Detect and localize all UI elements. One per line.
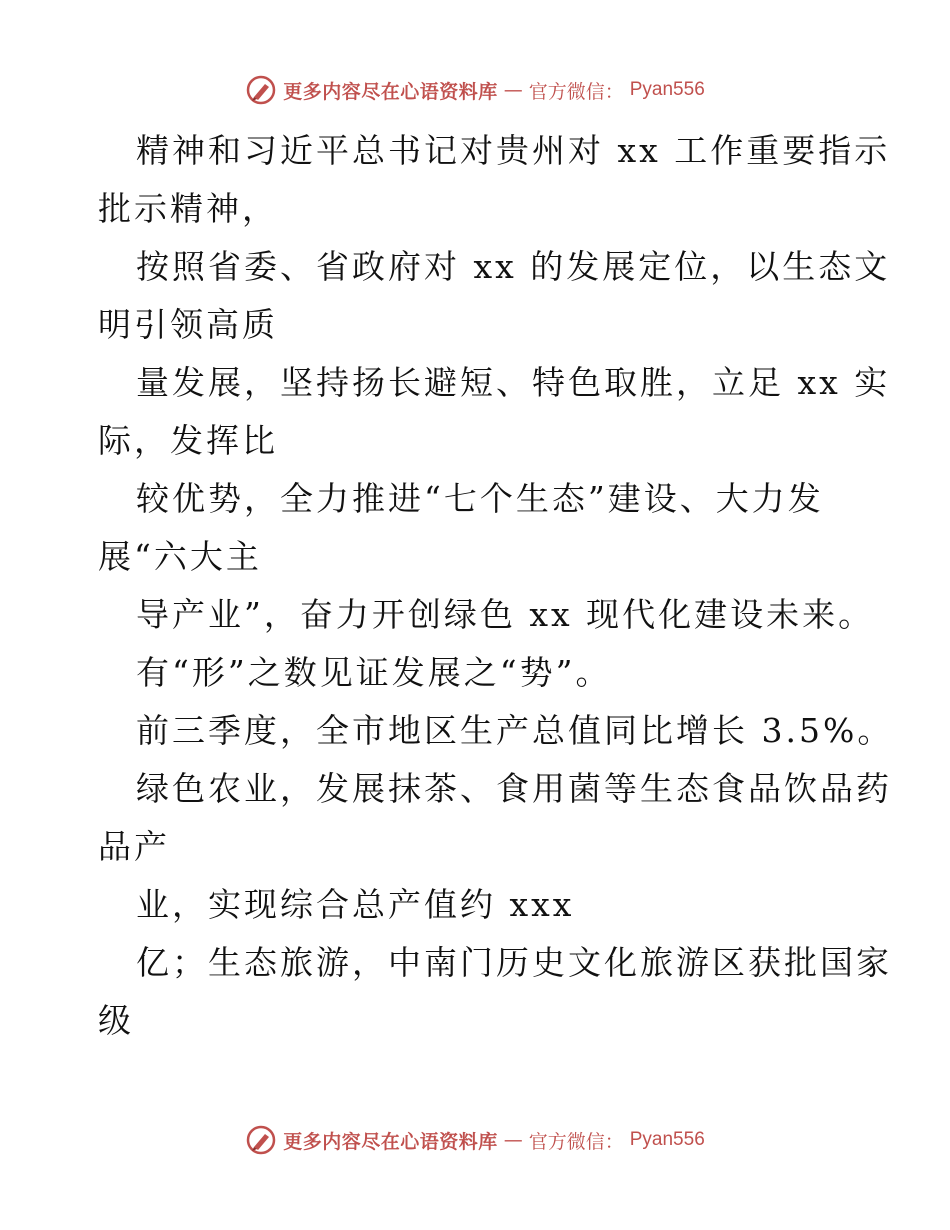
text-line: 批示精神，: [98, 189, 278, 228]
text-line: 按照省委、省政府对 xx 的发展定位，以生态文: [136, 247, 891, 286]
footer-wechat-label: 官方微信：: [528, 1130, 624, 1153]
text-line: 业，实现综合总产值约 xxx: [136, 885, 575, 924]
text-line: 展“六大主: [98, 537, 262, 576]
header-wechat-id: Pyan556: [629, 79, 705, 100]
footer-promo-text: 更多内容尽在心语资料库: [283, 1130, 498, 1153]
text-line: 明引领高质: [98, 305, 278, 344]
text-line: 品产: [98, 827, 170, 866]
text-line: 较优势，全力推进“七个生态”建设、大力发: [136, 479, 824, 518]
text-line: 精神和习近平总书记对贵州对 xx 工作重要指示: [136, 131, 891, 170]
text-line: 亿；生态旅游，中南门历史文化旅游区获批国家: [136, 943, 892, 982]
pen-logo-icon: [245, 74, 277, 106]
text-line: 导产业”，奋力开创绿色 xx 现代化建设未来。: [136, 595, 875, 634]
text-line: 际，发挥比: [98, 421, 278, 460]
footer-banner: [0, 1120, 950, 1160]
text-line: 级: [98, 1001, 134, 1040]
header-promo-text: 更多内容尽在心语资料库: [283, 80, 498, 103]
text-line: 量发展，坚持扬长避短、特色取胜，立足 xx 实: [136, 363, 891, 402]
pen-logo-icon: [245, 1124, 277, 1156]
text-line: 有“形”之数见证发展之“势”。: [136, 653, 612, 692]
header-banner: [0, 70, 950, 110]
footer-dash: —: [503, 1129, 523, 1151]
body-text: [98, 122, 894, 1050]
text-line: 绿色农业，发展抹茶、食用菌等生态食品饮品药: [136, 769, 892, 808]
text-line: 前三季度，全市地区生产总值同比增长 3.5%。: [136, 711, 894, 750]
header-wechat-label: 官方微信：: [528, 80, 624, 103]
footer-wechat-id: Pyan556: [629, 1129, 705, 1150]
header-dash: —: [503, 79, 523, 101]
